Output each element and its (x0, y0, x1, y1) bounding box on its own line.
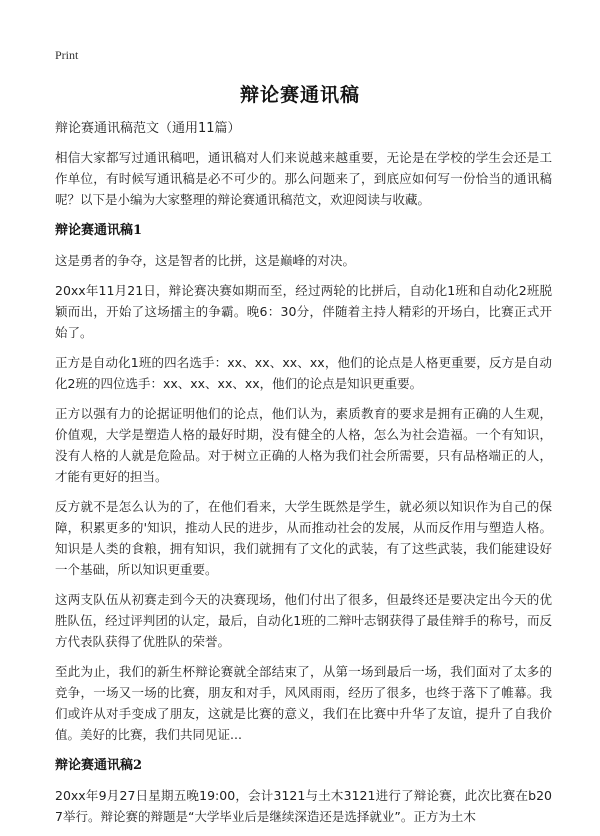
section-heading: 辩论赛通讯稿2 (55, 758, 143, 773)
paragraph: 反方就不是怎么认为的了，在他们看来，大学生既然是学生，就必须以知识作为自己的保障，积累更多的'知识，推动人民的进步，从而推动社会的发展，从而反作用与塑造人格。知识是人类的食粮，拥有知识，我们就拥有了文化的武装，有了这些武装，我们能建设好一个基础，所以知识更重要。 (55, 499, 552, 577)
paragraph: 这是勇者的争夺，这是智者的比拼，这是巅峰的对决。 (55, 253, 356, 268)
paragraph: 正方以强有力的论据证明他们的论点，他们认为，素质教育的要求是拥有正确的人生观，价值观，大学是塑造人格的最好时期，没有健全的人格，怎么为社会造福。一个有知识，没有人格的人就是危险品。对于树立正确的人格为我们社会所需要，只有品格端正的人，才能有更好的担当。 (55, 406, 552, 484)
paragraph: 20xx年11月21日，辩论赛决赛如期而至，经过两轮的比拼后，自动化1班和自动化2班脱颖而出，开始了这场擂主的争霸。晚6：30分，伴随着主持人精彩的开场白，比赛正式开始了。 (55, 283, 552, 340)
page-title: 辩论赛通讯稿 (239, 84, 360, 106)
paragraph: 这两支队伍从初赛走到今天的决赛现场，他们付出了很多，但最终还是要决定出今天的优胜队伍，经过评判团的认定，最后，自动化1班的二辩叶志钢获得了最佳辩手的称号，而反方代表队获得了优胜队的荣誉。 (55, 592, 552, 649)
intro-paragraph: 相信大家都写过通讯稿吧，通讯稿对人们来说越来越重要，无论是在学校的学生会还是工作单位，有时候写通讯稿是必不可少的。那么问题来了，到底应如何写一份恰当的通讯稿呢？以下是小编为大家整理的辩论赛通讯稿范文，欢迎阅读与收藏。 (55, 150, 552, 207)
paragraph: 至此为止，我们的新生杯辩论赛就全部结束了，从第一场到最后一场，我们面对了太多的竞争，一场又一场的比赛，朋友和对手，风风雨雨，经历了很多，也终于落下了帷幕。我们或许从对手变成了朋友，这就是比赛的意义，我们在比赛中升华了友谊，提升了自我价值。美好的比赛，我们共同见证... (55, 664, 552, 742)
section-1 (55, 220, 552, 745)
paragraph: 正方是自动化1班的四名选手：xx、xx、xx、xx，他们的论点是人格更重要，反方是自动化2班的四位选手：xx、xx、xx、xx，他们的论点是知识更重要。 (55, 355, 552, 391)
print-link[interactable]: Print (55, 48, 79, 62)
section-heading: 辩论赛通讯稿1 (55, 223, 143, 238)
document-body (55, 118, 552, 836)
paragraph: 20xx年9月27日星期五晚19:00，会计3121与土木3121进行了辩论赛，此次比赛在b207举行。辩论赛的辩题是“大学毕业后是继续深造还是选择就业”。正方为土木 (55, 788, 552, 824)
document-subtitle: 辩论赛通讯稿范文（通用11篇） (55, 121, 241, 136)
section-2 (55, 755, 552, 827)
